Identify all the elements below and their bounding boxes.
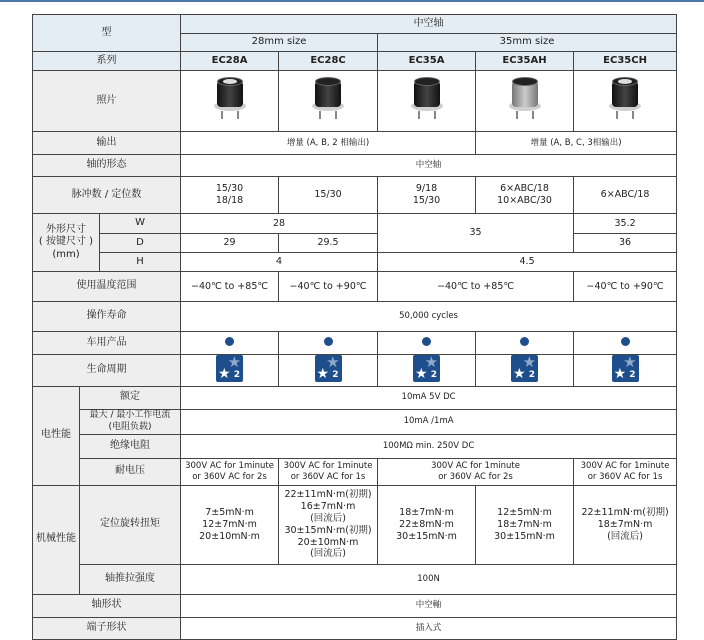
encoder-photo <box>607 77 643 121</box>
rated-value: 10mA 5V DC <box>181 386 677 409</box>
dims-label: 外形尺寸 ( 按键尺寸 ) (mm) <box>33 214 100 272</box>
withstand-value: 300V AC for 1minute or 360V AC for 2s <box>378 458 574 485</box>
lifecycle-star-icon: ★ ★ 2 <box>316 355 340 382</box>
d-value: 29.5 <box>279 234 378 253</box>
h-value: 4.5 <box>378 253 677 272</box>
electrical-label: 电性能 <box>33 386 80 485</box>
terminal-value: 插入式 <box>181 617 677 639</box>
d-label: D <box>100 234 181 253</box>
output-value: 增量 (A, B, C, 3相输出) <box>476 132 677 155</box>
lifecycle-cell <box>574 355 677 387</box>
mechanical-label: 机械性能 <box>33 485 80 594</box>
insulation-value: 100MΩ min. 250V DC <box>181 434 677 458</box>
pulse-value: 15/30 18/18 <box>181 177 279 214</box>
push-label: 轴推拉强度 <box>80 564 181 594</box>
withstand-value: 300V AC for 1minute or 360V AC for 2s <box>181 458 279 485</box>
h-label: H <box>100 253 181 272</box>
output-value: 增量 (A, B, 2 相输出) <box>181 132 476 155</box>
w-value: 35.2 <box>574 214 677 234</box>
photo-cell <box>476 71 574 132</box>
output-label: 输出 <box>33 132 181 155</box>
lifecycle-star-icon: ★ ★ 2 <box>613 355 637 382</box>
spec-table <box>32 14 677 640</box>
temp-value: −40℃ to +85℃ <box>378 272 574 302</box>
encoder-photo <box>409 77 445 121</box>
model: EC35CH <box>574 52 677 71</box>
shaft-form-label: 轴的形态 <box>33 155 181 177</box>
auto-label: 车用产品 <box>33 332 181 355</box>
lifecycle-star-icon: ★ ★ 2 <box>513 355 537 382</box>
lifecycle-cell <box>279 355 378 387</box>
w-d-value: 35 <box>378 214 574 253</box>
model: EC28A <box>181 52 279 71</box>
shaft-shape-value: 中空軸 <box>181 594 677 617</box>
withstand-value: 300V AC for 1minute or 360V AC for 1s <box>574 458 677 485</box>
pulse-value: 6×ABC/18 <box>574 177 677 214</box>
model: EC35AH <box>476 52 574 71</box>
size28-header: 28mm size <box>181 34 378 52</box>
photo-label: 照片 <box>33 71 181 132</box>
life-value: 50,000 cycles <box>181 302 677 332</box>
current-value: 10mA /1mA <box>181 409 677 434</box>
auto-cell <box>574 332 677 355</box>
withstand-label: 耐电压 <box>80 458 181 485</box>
push-value: 100N <box>181 564 677 594</box>
auto-cell <box>476 332 574 355</box>
top-border <box>0 0 704 2</box>
torque-value: 12±5mN·m 18±7mN·m 30±15mN·m <box>476 485 574 564</box>
terminal-label: 端子形状 <box>33 617 181 639</box>
encoder-photo <box>310 77 346 121</box>
lifecycle-cell <box>181 355 279 387</box>
current-label: 最大 / 最小工作电流 (电阻负载) <box>80 409 181 434</box>
hollow-header: 中空轴 <box>181 15 677 34</box>
temp-value: −40℃ to +85℃ <box>181 272 279 302</box>
torque-value: 18±7mN·m 22±8mN·m 30±15mN·m <box>378 485 476 564</box>
h-value: 4 <box>181 253 378 272</box>
lifecycle-cell <box>476 355 574 387</box>
pulse-value: 9/18 15/30 <box>378 177 476 214</box>
type-label: 型 <box>33 15 181 52</box>
shaft-form-value: 中空轴 <box>181 155 677 177</box>
dot-icon <box>225 337 234 346</box>
w-label: W <box>100 214 181 234</box>
size35-header: 35mm size <box>378 34 677 52</box>
model: EC28C <box>279 52 378 71</box>
series-label: 系列 <box>33 52 181 71</box>
pulse-label: 脉冲数 / 定位数 <box>33 177 181 214</box>
photo-cell <box>181 71 279 132</box>
lifecycle-star-icon: ★ ★ 2 <box>415 355 439 382</box>
insulation-label: 绝缘电阻 <box>80 434 181 458</box>
auto-cell <box>378 332 476 355</box>
dot-icon <box>621 337 630 346</box>
lifecycle-star-icon: ★ ★ 2 <box>218 355 242 382</box>
auto-cell <box>181 332 279 355</box>
auto-cell <box>279 332 378 355</box>
dot-icon <box>520 337 529 346</box>
pulse-value: 6×ABC/18 10×ABC/30 <box>476 177 574 214</box>
dot-icon <box>324 337 333 346</box>
torque-label: 定位旋转扭矩 <box>80 485 181 564</box>
rated-label: 额定 <box>80 386 181 409</box>
torque-value: 22±11mN·m(初期) 18±7mN·m (回流后) <box>574 485 677 564</box>
encoder-photo <box>212 77 248 121</box>
temp-label: 使用温度范围 <box>33 272 181 302</box>
d-value: 29 <box>181 234 279 253</box>
shaft-shape-label: 轴形状 <box>33 594 181 617</box>
dot-icon <box>422 337 431 346</box>
encoder-photo <box>507 77 543 121</box>
lifecycle-cell <box>378 355 476 387</box>
torque-value: 7±5mN·m 12±7mN·m 20±10mN·m <box>181 485 279 564</box>
w-value: 28 <box>181 214 378 234</box>
torque-value: 22±11mN·m(初期) 16±7mN·m (回流后) 30±15mN·m(初期) 20±10mN·m (回流后) <box>279 485 378 564</box>
withstand-value: 300V AC for 1minute or 360V AC for 1s <box>279 458 378 485</box>
temp-value: −40℃ to +90℃ <box>574 272 677 302</box>
photo-cell <box>574 71 677 132</box>
lifecycle-label: 生命周期 <box>33 355 181 387</box>
photo-cell <box>378 71 476 132</box>
pulse-value: 15/30 <box>279 177 378 214</box>
model: EC35A <box>378 52 476 71</box>
temp-value: −40℃ to +90℃ <box>279 272 378 302</box>
life-label: 操作寿命 <box>33 302 181 332</box>
d-value: 36 <box>574 234 677 253</box>
photo-cell <box>279 71 378 132</box>
